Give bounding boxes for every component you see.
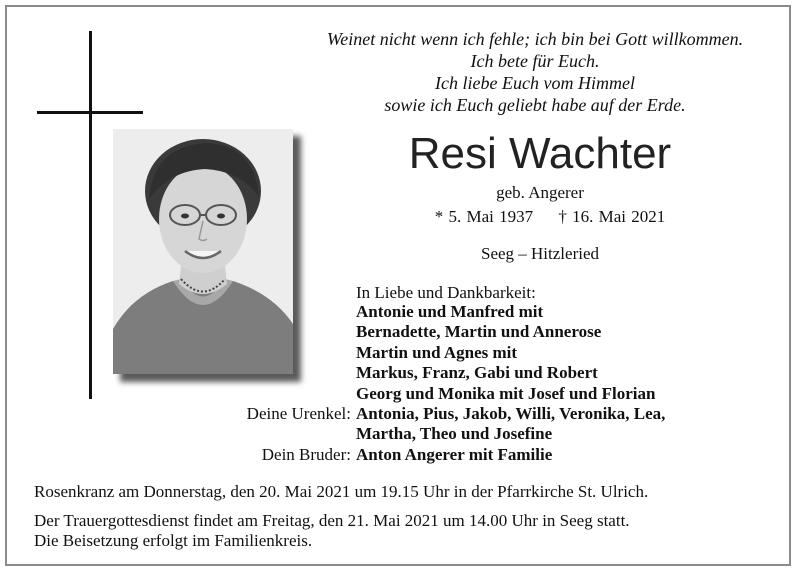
label-brother: Dein Bruder: — [261, 445, 351, 464]
funeral-notice: Der Trauergottesdienst findet am Freitag, den 21. Mai 2021 um 14.00 Uhr in Seeg statt. — [34, 511, 630, 530]
mourner-line: Georg und Monika mit Josef und Florian — [356, 383, 656, 403]
service-info — [34, 482, 774, 551]
burial-notice: Die Beisetzung erfolgt im Familienkreis. — [34, 531, 313, 550]
poem-line: sowie ich Euch geliebt habe auf der Erde. — [384, 95, 686, 115]
deceased-name: Resi Wachter — [408, 129, 672, 178]
life-dates — [400, 207, 700, 227]
mourners-intro: In Liebe und Dankbarkeit: — [356, 283, 536, 302]
birth-date: * 5. Mai 1937 — [434, 207, 534, 226]
mourner-line: Martin und Agnes mit — [356, 342, 518, 362]
poem-line: Ich bete für Euch. — [470, 51, 600, 71]
portrait-photo — [113, 129, 293, 374]
mourners-list — [356, 302, 665, 465]
label-great-grandchildren: Deine Urenkel: — [246, 404, 351, 423]
mourner-line: Antonia, Pius, Jakob, Willi, Veronika, Lea, — [356, 404, 666, 424]
poem-line: Weinet nicht wenn ich fehle; ich bin bei Gott willkommen. — [326, 29, 744, 49]
portrait-illustration — [113, 129, 293, 374]
cross-horizontal-bar — [37, 111, 143, 114]
death-date: † 16. Mai 2021 — [558, 207, 666, 226]
memorial-poem — [290, 28, 780, 116]
places: Seeg – Hitzleried — [480, 244, 599, 263]
mourner-line: Antonie und Manfred mit — [356, 302, 544, 321]
poem-line: Ich liebe Euch vom Himmel — [435, 73, 635, 93]
cross-vertical-bar — [89, 31, 92, 399]
mourner-line: Bernadette, Martin und Annerose — [356, 322, 602, 342]
maiden-name: geb. Angerer — [496, 183, 584, 202]
rosary-notice: Rosenkranz am Donnerstag, den 20. Mai 2021 um 19.15 Uhr in der Pfarrkirche St. Ulrich. — [34, 482, 649, 501]
mourner-line: Markus, Franz, Gabi und Robert — [356, 363, 598, 383]
mourner-line: Martha, Theo und Josefine — [356, 424, 553, 444]
mourner-line: Anton Angerer mit Familie — [356, 444, 553, 464]
